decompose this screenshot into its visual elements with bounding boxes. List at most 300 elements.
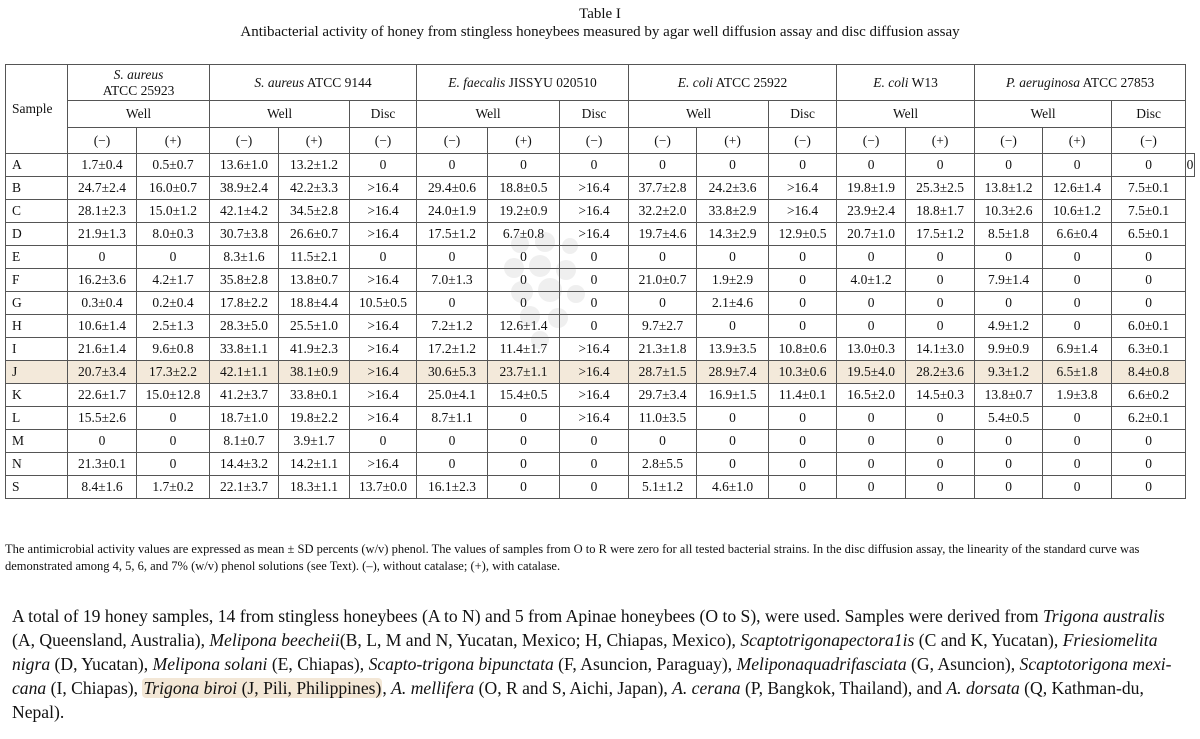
table-cell: 0 (488, 246, 560, 269)
table-cell: 5.4±0.5 (975, 407, 1043, 430)
table-cell: 0 (629, 430, 697, 453)
minus-catalase-header: (−) (210, 128, 279, 154)
table-cell: 13.7±0.0 (350, 476, 417, 499)
disc-header: Disc (560, 101, 629, 128)
table-cell: 6.0±0.1 (1112, 315, 1186, 338)
table-cell: 0 (629, 292, 697, 315)
sample-label: I (6, 338, 68, 361)
table-cell: >16.4 (350, 200, 417, 223)
table-cell: 0 (1043, 269, 1112, 292)
table-cell: 11.5±2.1 (279, 246, 350, 269)
table-cell: 10.3±0.6 (769, 361, 837, 384)
table-cell: 24.2±3.6 (697, 177, 769, 200)
sample-label: H (6, 315, 68, 338)
table-cell: 22.1±3.7 (210, 476, 279, 499)
table-cell: 6.6±0.2 (1112, 384, 1186, 407)
table-cell: 13.2±1.2 (279, 154, 350, 177)
table-cell: 0 (1112, 430, 1186, 453)
table-cell: 16.5±2.0 (837, 384, 906, 407)
table-row (6, 269, 1195, 292)
table-cell: >16.4 (560, 223, 629, 246)
table-cell: >16.4 (350, 361, 417, 384)
table-cell: 0 (697, 453, 769, 476)
table-cell: 0 (837, 315, 906, 338)
table-cell: 17.5±1.2 (417, 223, 488, 246)
table-cell: 0 (417, 292, 488, 315)
table-cell: 2.5±1.3 (137, 315, 210, 338)
table-cell: 14.4±3.2 (210, 453, 279, 476)
table-row (6, 476, 1195, 499)
table-cell: 0 (629, 246, 697, 269)
table-cell: >16.4 (350, 269, 417, 292)
table-cell: 0 (837, 407, 906, 430)
table-cell: 0 (906, 154, 975, 177)
well-header: Well (68, 101, 210, 128)
table-cell: 10.6±1.2 (1043, 200, 1112, 223)
strain-header-paeruginosa: P. aeruginosa ATCC 27853 (975, 65, 1186, 101)
sample-label: K (6, 384, 68, 407)
table-cell: 32.2±2.0 (629, 200, 697, 223)
plus-catalase-header: (+) (137, 128, 210, 154)
strain-header-ecoli-w13: E. coli W13 (837, 65, 975, 101)
table-cell: 8.5±1.8 (975, 223, 1043, 246)
table-cell: 13.6±1.0 (210, 154, 279, 177)
strain-header-saureus-9144: S. aureus ATCC 9144 (210, 65, 417, 101)
table-cell: 0 (488, 476, 560, 499)
table-cell: 13.8±1.2 (975, 177, 1043, 200)
minus-catalase-header: (−) (1112, 128, 1186, 154)
plus-catalase-header: (+) (697, 128, 769, 154)
table-cell: 19.7±4.6 (629, 223, 697, 246)
table-cell: 0 (629, 154, 697, 177)
table-row (6, 384, 1195, 407)
table-cell: 28.2±3.6 (906, 361, 975, 384)
table-cell: 13.8±0.7 (279, 269, 350, 292)
well-header: Well (975, 101, 1112, 128)
table-cell: 0 (1112, 292, 1186, 315)
table-cell: >16.4 (560, 200, 629, 223)
table-cell: 2.1±4.6 (697, 292, 769, 315)
table-row (6, 453, 1195, 476)
table-cell: >16.4 (560, 338, 629, 361)
table-cell: 28.7±1.5 (629, 361, 697, 384)
table-cell: 33.8±0.1 (279, 384, 350, 407)
table-cell: 0 (350, 430, 417, 453)
table-cell: 0 (975, 292, 1043, 315)
table-cell: 13.8±0.7 (975, 384, 1043, 407)
table-cell: 0 (837, 246, 906, 269)
table-cell: >16.4 (560, 361, 629, 384)
table-cell: 15.5±2.6 (68, 407, 137, 430)
minus-catalase-header: (−) (68, 128, 137, 154)
results-table (5, 64, 1195, 499)
table-cell: 1.7±0.4 (68, 154, 137, 177)
table-cell: 0 (560, 453, 629, 476)
table-cell: 16.2±3.6 (68, 269, 137, 292)
table-cell: 0 (769, 292, 837, 315)
table-cell: 0 (769, 269, 837, 292)
table-cell: 42.1±1.1 (210, 361, 279, 384)
table-cell: 19.5±4.0 (837, 361, 906, 384)
table-cell: 0 (697, 246, 769, 269)
table-cell: 7.2±1.2 (417, 315, 488, 338)
table-cell: 33.8±2.9 (697, 200, 769, 223)
plus-catalase-header: (+) (906, 128, 975, 154)
table-cell: 20.7±3.4 (68, 361, 137, 384)
table-cell: 0 (488, 453, 560, 476)
table-cell: 28.1±2.3 (68, 200, 137, 223)
table-cell: 16.1±2.3 (417, 476, 488, 499)
table-cell: 0 (697, 315, 769, 338)
table-cell: >16.4 (350, 407, 417, 430)
table-cell: 9.6±0.8 (137, 338, 210, 361)
table-cell: 0 (1112, 453, 1186, 476)
table-cell: >16.4 (769, 177, 837, 200)
table-cell: 6.9±1.4 (1043, 338, 1112, 361)
table-cell: 19.2±0.9 (488, 200, 560, 223)
table-row (6, 338, 1195, 361)
table-cell: 0 (906, 269, 975, 292)
table-cell: 1.9±2.9 (697, 269, 769, 292)
table-cell: 8.4±0.8 (1112, 361, 1186, 384)
table-cell: 18.8±1.7 (906, 200, 975, 223)
table-row (6, 200, 1195, 223)
well-header: Well (417, 101, 560, 128)
table-cell: 34.5±2.8 (279, 200, 350, 223)
table-cell: 38.1±0.9 (279, 361, 350, 384)
table-cell: 12.9±0.5 (769, 223, 837, 246)
table-cell: 0 (697, 154, 769, 177)
table-cell: 0 (769, 430, 837, 453)
table-cell: 0 (137, 246, 210, 269)
table-cell: 0 (137, 407, 210, 430)
table-cell: 42.2±3.3 (279, 177, 350, 200)
table-cell: >16.4 (350, 223, 417, 246)
table-cell: 0 (560, 430, 629, 453)
table-cell: 13.0±0.3 (837, 338, 906, 361)
table-cell: 17.5±1.2 (906, 223, 975, 246)
table-cell: 37.7±2.8 (629, 177, 697, 200)
table-cell: 0 (975, 430, 1043, 453)
table-cell: >16.4 (350, 453, 417, 476)
table-cell: 4.0±1.2 (837, 269, 906, 292)
table-cell: >16.4 (769, 200, 837, 223)
table-cell: 0 (837, 430, 906, 453)
table-cell: 16.9±1.5 (697, 384, 769, 407)
table-cell: 0 (1112, 154, 1186, 177)
strain-header-ecoli-25922: E. coli ATCC 25922 (629, 65, 837, 101)
table-cell: 0 (769, 154, 837, 177)
table-cell: 11.4±1.7 (488, 338, 560, 361)
table-cell: 0 (417, 453, 488, 476)
minus-catalase-header: (−) (769, 128, 837, 154)
table-cell: 21.9±1.3 (68, 223, 137, 246)
table-subtitle: Antibacterial activity of honey from stingless honeybees measured by agar well diffusion assay and disc diffusion assay (240, 24, 960, 40)
sample-label: N (6, 453, 68, 476)
table-cell: 17.8±2.2 (210, 292, 279, 315)
table-cell: 8.3±1.6 (210, 246, 279, 269)
table-cell: 21.0±0.7 (629, 269, 697, 292)
table-row (6, 223, 1195, 246)
table-cell: 0 (560, 269, 629, 292)
table-cell: 0 (975, 246, 1043, 269)
table-cell: 0 (560, 154, 629, 177)
table-cell: 0 (906, 246, 975, 269)
table-cell: 0.2±0.4 (137, 292, 210, 315)
table-cell: 0 (769, 453, 837, 476)
strain-header-efaecalis: E. faecalis JISSYU 020510 (417, 65, 629, 101)
strain-header-saureus-25923: S. aureus ATCC 25923 (68, 65, 210, 101)
table-cell: 38.9±2.4 (210, 177, 279, 200)
table-cell: 0 (697, 430, 769, 453)
table-cell: 0 (68, 246, 137, 269)
table-cell: 0 (1043, 154, 1112, 177)
sample-label: C (6, 200, 68, 223)
sample-label: D (6, 223, 68, 246)
minus-catalase-header: (−) (837, 128, 906, 154)
table-footnote: The antimicrobial activity values are expressed as mean ± SD percents (w/v) phenol. The values of samples from O to R were zero for all tested bacterial strains. In the disc diffusion assay, the linearity of the standard curve was demonstrated among 4, 5, 6, and 7% (w/v) phenol solutions (see Text). (–), without catalase; (+), with catalase. (5, 542, 1140, 573)
table-cell: 26.6±0.7 (279, 223, 350, 246)
table-cell: 19.8±1.9 (837, 177, 906, 200)
highlighted-text: Trigona biroi (J, Pili, Philippines) (143, 678, 382, 698)
table-row (6, 154, 1195, 177)
table-cell: 23.7±1.1 (488, 361, 560, 384)
table-cell: 0 (137, 453, 210, 476)
table-cell: 7.9±1.4 (975, 269, 1043, 292)
table-cell: 21.3±1.8 (629, 338, 697, 361)
catalase-header-row (6, 128, 1195, 154)
minus-catalase-header: (−) (350, 128, 417, 154)
table-cell: 7.5±0.1 (1112, 200, 1186, 223)
table-cell: 29.4±0.6 (417, 177, 488, 200)
table-cell: 0 (1043, 246, 1112, 269)
sample-label: S (6, 476, 68, 499)
table-cell: 18.8±0.5 (488, 177, 560, 200)
table-cell: 18.7±1.0 (210, 407, 279, 430)
table-cell: >16.4 (350, 338, 417, 361)
table-cell: 4.2±1.7 (137, 269, 210, 292)
table-cell: 0 (1112, 246, 1186, 269)
table-cell: 28.3±5.0 (210, 315, 279, 338)
table-cell: 12.6±1.4 (488, 315, 560, 338)
table-cell: 10.8±0.6 (769, 338, 837, 361)
table-cell: 11.4±0.1 (769, 384, 837, 407)
table-cell: 0 (417, 246, 488, 269)
table-cell: 0 (488, 154, 560, 177)
table-cell: 8.0±0.3 (137, 223, 210, 246)
table-cell: 0 (68, 430, 137, 453)
table-cell: 0 (1186, 154, 1195, 177)
plus-catalase-header: (+) (488, 128, 560, 154)
minus-catalase-header: (−) (560, 128, 629, 154)
table-cell: 0 (975, 453, 1043, 476)
table-cell: 10.3±2.6 (975, 200, 1043, 223)
table-cell: 14.3±2.9 (697, 223, 769, 246)
table-cell: 0 (137, 430, 210, 453)
table-cell: 11.0±3.5 (629, 407, 697, 430)
table-row (6, 292, 1195, 315)
table-cell: 0 (769, 315, 837, 338)
table-row (6, 315, 1195, 338)
table-cell: 4.9±1.2 (975, 315, 1043, 338)
disc-header: Disc (769, 101, 837, 128)
table-cell: 6.6±0.4 (1043, 223, 1112, 246)
sample-label: M (6, 430, 68, 453)
assay-header-row (6, 101, 1195, 128)
table-cell: 0 (350, 154, 417, 177)
table-cell: 0 (1112, 476, 1186, 499)
table-cell: 18.3±1.1 (279, 476, 350, 499)
sample-label: B (6, 177, 68, 200)
table-cell: 1.7±0.2 (137, 476, 210, 499)
table-cell: 0.3±0.4 (68, 292, 137, 315)
table-cell: 14.1±3.0 (906, 338, 975, 361)
table-cell: 12.6±1.4 (1043, 177, 1112, 200)
table-cell: 0 (769, 246, 837, 269)
table-cell: 17.2±1.2 (417, 338, 488, 361)
table-cell: 0 (488, 430, 560, 453)
table-cell: 9.7±2.7 (629, 315, 697, 338)
table-cell: 0 (488, 292, 560, 315)
sample-label: L (6, 407, 68, 430)
table-cell: 0 (906, 476, 975, 499)
table-cell: 0 (769, 407, 837, 430)
table-cell: 0 (488, 407, 560, 430)
table-cell: 0 (560, 315, 629, 338)
table-cell: 6.5±0.1 (1112, 223, 1186, 246)
table-cell: 0 (1043, 292, 1112, 315)
table-cell: 0.5±0.7 (137, 154, 210, 177)
table-cell: 0 (906, 453, 975, 476)
table-cell: 23.9±2.4 (837, 200, 906, 223)
table-cell: 0 (975, 476, 1043, 499)
sample-label: A (6, 154, 68, 177)
table-cell: 7.0±1.3 (417, 269, 488, 292)
table-cell: 14.5±0.3 (906, 384, 975, 407)
well-header: Well (837, 101, 975, 128)
table-cell: 0 (560, 292, 629, 315)
sample-label: G (6, 292, 68, 315)
table-cell: 0 (769, 476, 837, 499)
table-cell: 13.9±3.5 (697, 338, 769, 361)
table-cell: 0 (906, 315, 975, 338)
plus-catalase-header: (+) (279, 128, 350, 154)
table-cell: 1.9±3.8 (1043, 384, 1112, 407)
minus-catalase-header: (−) (417, 128, 488, 154)
table-cell: 0 (1112, 269, 1186, 292)
table-cell: 21.3±0.1 (68, 453, 137, 476)
table-row (6, 430, 1195, 453)
table-cell: 33.8±1.1 (210, 338, 279, 361)
table-cell: 6.2±0.1 (1112, 407, 1186, 430)
table-cell: 42.1±4.2 (210, 200, 279, 223)
table-cell: 10.5±0.5 (350, 292, 417, 315)
methods-paragraph: A total of 19 honey samples, 14 from stingless honeybees (A to N) and 5 from Apinae honeybees (O to S), were used. Samples were derived from Trigona australis (A, Queensland, Australia), Melipona beecheii(B, L, M and N, Yucatan, Mexico; H, Chiapas, Mexico), Scaptotrigonapectora1is (C and K, Yucatan), Friesiomelita nigra (D, Yucatan), Melipona solani (E, Chiapas), Scapto-trigona bipunctata (F, Asuncion, Paraguay), Meliponaquadrifasciata (G, Asuncion), Scaptotorigona mexi-cana (I, Chiapas), Trigona biroi (J, Pili, Philippines), A. mellifera (O, R and S, Aichi, Japan), A. cerana (P, Bangkok, Thailand), and A. dorsata (Q, Kathman-du, Nepal). (12, 606, 1172, 722)
table-cell: 8.4±1.6 (68, 476, 137, 499)
table-cell: 0 (560, 246, 629, 269)
table-cell: 24.7±2.4 (68, 177, 137, 200)
table-cell: 2.8±5.5 (629, 453, 697, 476)
table-cell: 4.6±1.0 (697, 476, 769, 499)
table-cell: 30.6±5.3 (417, 361, 488, 384)
table-cell: 5.1±1.2 (629, 476, 697, 499)
table-cell: 6.5±1.8 (1043, 361, 1112, 384)
table-cell: 9.9±0.9 (975, 338, 1043, 361)
well-header: Well (210, 101, 350, 128)
table-cell: 25.5±1.0 (279, 315, 350, 338)
table-cell: 14.2±1.1 (279, 453, 350, 476)
table-cell: 20.7±1.0 (837, 223, 906, 246)
table-cell: 18.8±4.4 (279, 292, 350, 315)
disc-header: Disc (350, 101, 417, 128)
minus-catalase-header: (−) (629, 128, 697, 154)
table-cell: 0 (350, 246, 417, 269)
table-cell: 15.4±0.5 (488, 384, 560, 407)
table-row (6, 361, 1195, 384)
table-cell: 16.0±0.7 (137, 177, 210, 200)
table-cell: >16.4 (560, 407, 629, 430)
sample-label: E (6, 246, 68, 269)
table-cell: 0 (1043, 315, 1112, 338)
table-cell: 10.6±1.4 (68, 315, 137, 338)
well-header: Well (629, 101, 769, 128)
table-row (6, 407, 1195, 430)
table-cell: 0 (837, 476, 906, 499)
sample-label: F (6, 269, 68, 292)
table-cell: 25.0±4.1 (417, 384, 488, 407)
table-cell: 0 (697, 407, 769, 430)
table-cell: 25.3±2.5 (906, 177, 975, 200)
table-cell: 0 (1043, 453, 1112, 476)
sample-header: Sample (6, 65, 68, 154)
table-cell: 0 (417, 430, 488, 453)
table-row (6, 246, 1195, 269)
table-cell: 0 (560, 476, 629, 499)
table-cell: >16.4 (560, 177, 629, 200)
table-cell: 3.9±1.7 (279, 430, 350, 453)
table-row (6, 177, 1195, 200)
table-cell: 0 (837, 453, 906, 476)
table-cell: 0 (1043, 476, 1112, 499)
table-cell: 22.6±1.7 (68, 384, 137, 407)
table-title: Table I (579, 6, 621, 22)
table-body (6, 154, 1195, 499)
table-cell: >16.4 (350, 177, 417, 200)
table-cell: 15.0±12.8 (137, 384, 210, 407)
table-cell: 41.2±3.7 (210, 384, 279, 407)
table-cell: 41.9±2.3 (279, 338, 350, 361)
table-cell: 8.1±0.7 (210, 430, 279, 453)
table-cell: 7.5±0.1 (1112, 177, 1186, 200)
table-cell: 0 (837, 154, 906, 177)
minus-catalase-header: (−) (975, 128, 1043, 154)
table-cell: 8.7±1.1 (417, 407, 488, 430)
table-cell: 0 (417, 154, 488, 177)
table-cell: 28.9±7.4 (697, 361, 769, 384)
table-cell: 0 (906, 407, 975, 430)
table-cell: 21.6±1.4 (68, 338, 137, 361)
table-cell: >16.4 (350, 315, 417, 338)
plus-catalase-header: (+) (1043, 128, 1112, 154)
table-cell: 0 (1043, 430, 1112, 453)
table-cell: 0 (488, 269, 560, 292)
table-cell: >16.4 (350, 384, 417, 407)
table-cell: 0 (906, 292, 975, 315)
table-cell: 30.7±3.8 (210, 223, 279, 246)
table-cell: 17.3±2.2 (137, 361, 210, 384)
table-cell: 35.8±2.8 (210, 269, 279, 292)
table-cell: 15.0±1.2 (137, 200, 210, 223)
